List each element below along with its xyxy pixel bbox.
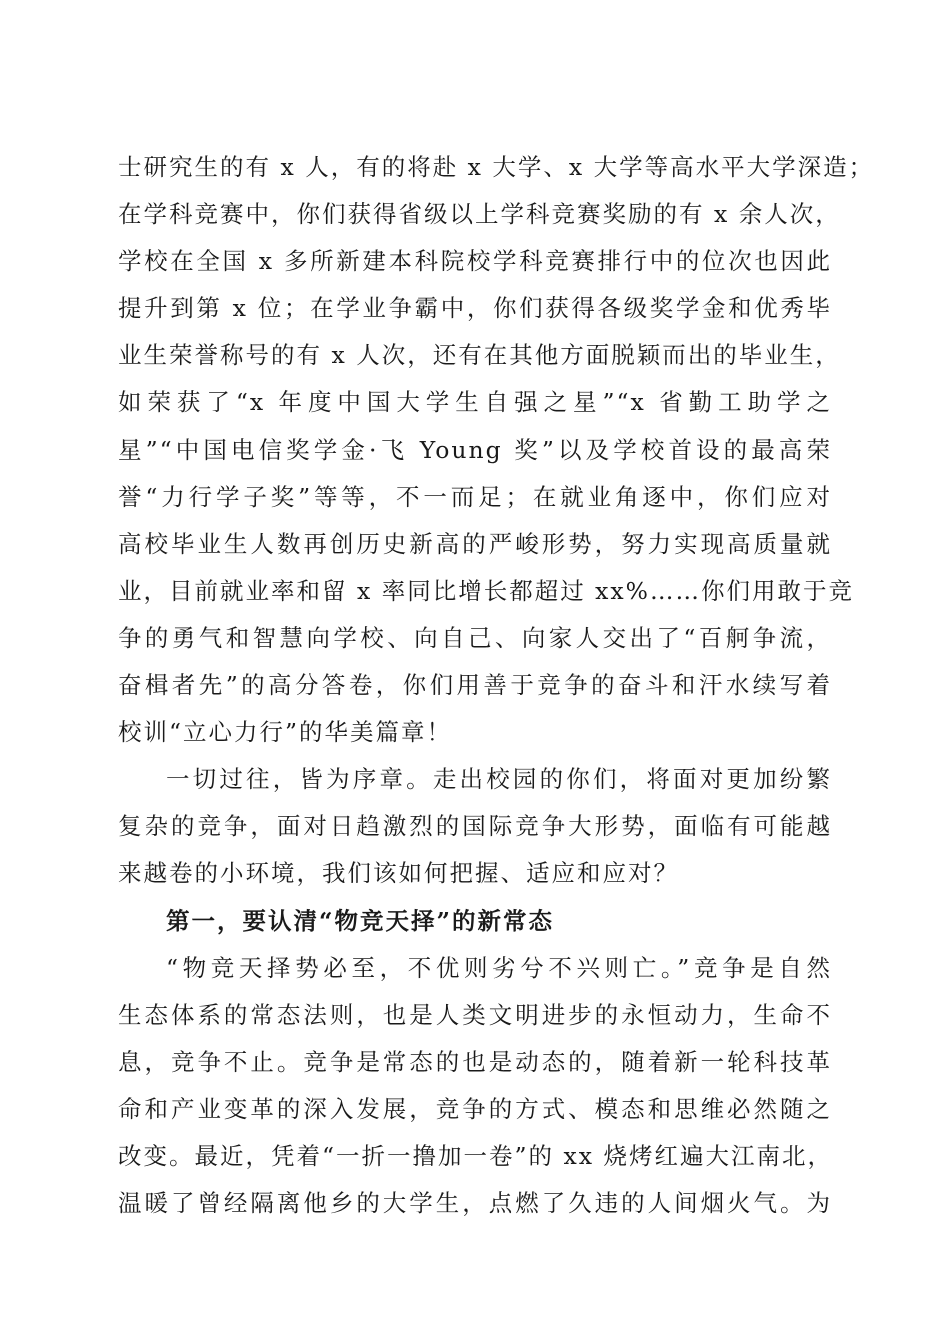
heading-first-point: 第一，要认清“物竞天择”的新常态 (166, 906, 555, 935)
text-line: 业，目前就业率和留 x 率同比增长都超过 xx%……你们用敢于竞 (118, 576, 854, 605)
text-line: 生态体系的常态法则，也是人类文明进步的永恒动力，生命不 (118, 1000, 832, 1029)
text-line: 如荣获了“x 年度中国大学生自强之星”“x 省勤工助学之 (118, 388, 832, 417)
document-body (118, 144, 875, 1227)
text-line: 在学科竞赛中，你们获得省级以上学科竞赛奖励的有 x 余人次， (118, 200, 841, 229)
text-line: 复杂的竞争，面对日趋激烈的国际竞争大形势，面临有可能越 (118, 812, 832, 841)
paragraph-competition (118, 945, 832, 1228)
text-line: 一切过往，皆为序章。走出校园的你们，将面对更加纷繁 (166, 765, 832, 794)
text-line: 士研究生的有 x 人，有的将赴 x 大学、x 大学等高水平大学深造； (118, 153, 875, 181)
text-line: 誉“力行学子奖”等等，不一而足；在就业角逐中，你们应对 (118, 482, 832, 511)
text-line: 星”“中国电信奖学金·飞 Young 奖”以及学校首设的最高荣 (118, 435, 832, 464)
text-line: 高校毕业生人数再创历史新高的严峻形势，努力实现高质量就 (118, 529, 832, 558)
paragraph-prologue (118, 756, 832, 897)
text-line: “物竞天择势必至，不优则劣兮不兴则亡。”竞争是自然 (166, 953, 832, 982)
text-line: 学校在全国 x 多所新建本科院校学科竞赛排行中的位次也因此 (118, 247, 832, 276)
paragraph-achievements (118, 144, 875, 756)
text-line: 争的勇气和智慧向学校、向自己、向家人交出了“百舸争流， (118, 623, 832, 652)
text-line: 改变。最近，凭着“一折一撸加一卷”的 xx 烧烤红遍大江南北， (118, 1141, 833, 1170)
text-line: 业生荣誉称号的有 x 人次，还有在其他方面脱颖而出的毕业生， (118, 341, 841, 370)
section-heading (118, 898, 832, 945)
text-line: 温暖了曾经隔离他乡的大学生，点燃了久违的人间烟火气。为 (118, 1189, 832, 1218)
text-line: 息，竞争不止。竞争是常态的也是动态的，随着新一轮科技革 (118, 1047, 832, 1076)
text-line: 校训“立心力行”的华美篇章！ (118, 718, 453, 747)
text-line: 来越卷的小环境，我们该如何把握、适应和应对？ (118, 859, 679, 888)
text-line: 奋楫者先”的高分答卷，你们用善于竞争的奋斗和汗水续写着 (118, 671, 832, 700)
text-line: 命和产业变革的深入发展，竞争的方式、模态和思维必然随之 (118, 1094, 832, 1123)
text-line: 提升到第 x 位；在学业争霸中，你们获得各级奖学金和优秀毕 (118, 294, 832, 323)
